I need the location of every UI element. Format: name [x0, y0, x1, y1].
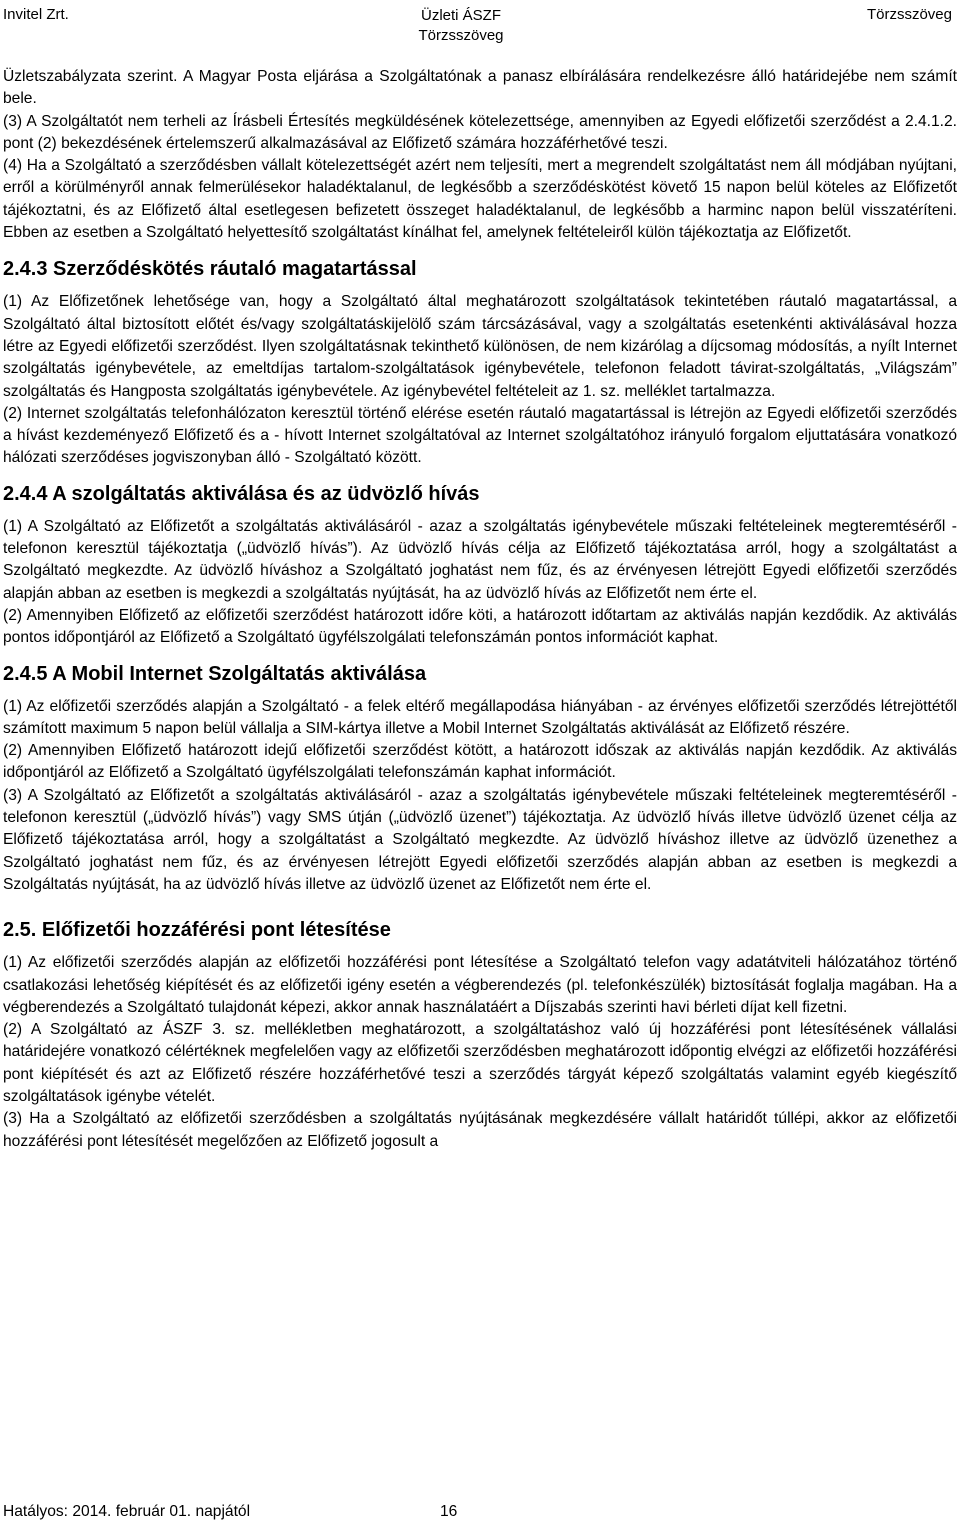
section-heading-2-4-4: 2.4.4 A szolgáltatás aktiválása és az üdvözlő hívás	[3, 482, 480, 505]
paragraph: (3) A Szolgáltatót nem terheli az Írásbeli Értesítés megküldésének kötelezettsége, amennyiben az Egyedi előfizetői szerződést a 2.4.1.2. pont (2) bekezdésének értelemszerű alkalmazásával az Előfizető számára hozzáférhetővé teszi.	[3, 112, 957, 152]
paragraph: (2) A Szolgáltató az ÁSZF 3. sz. mellékletben meghatározott, a szolgáltatáshoz való új hozzáférési pont létesítésének vállalási határidejére vonatkozó célértéknek megfelelően vagy az előfizetői szerződésben meghatározott időpontig elvégzi az előfizetői hozzáférési pont kiépítését és azt az Előfizető részére hozzáférhetővé teszi a szerződés tárgyát képező szolgáltatás valamint egyéb kiegészítő szolgáltatások igénybe vételét.	[3, 1021, 957, 1105]
paragraph: (2) Amennyiben Előfizető határozott idejű előfizetői szerződést kötött, a határozott időszak az aktiválás napján kezdődik. Az aktiválás időpontjáról az Előfizető a Szolgáltató ügyfélszolgálati telefonszámán kaphat információt.	[3, 742, 957, 782]
paragraph: (1) Az Előfizetőnek lehetősége van, hogy a Szolgáltató által meghatározott szolgáltatások tekintetében ráutaló magatartással, a Szolgáltató által biztosított előtét és/vagy szolgáltatáskijelölő szám tárcsázásával, vagy a szolgáltatás esetenkénti aktiválásával hozza létre az Egyedi előfizetői szerződést. Ilyen szolgáltatásnak tekinthető különösen, de nem kizárólag a díjcsomag módosítás, a nyílt Internet szolgáltatás igénybevétele, az emeltdíjas tartalom-szolgáltatások igénybevétele, telefonon feladott távirat-szolgáltatás, „Világszám” szolgáltatás és Hangposta szolgáltatás igénybevétele. Az igénybevétel feltételeit az 1. sz. melléklet tartalmazza.	[3, 293, 957, 400]
page-number: 16	[440, 1503, 458, 1520]
page-footer	[3, 1503, 458, 1521]
header-company: Invitel Zrt.	[3, 6, 69, 23]
header-document-title	[416, 6, 506, 46]
paragraph: (3) Ha a Szolgáltató az előfizetői szerződésben a szolgáltatás nyújtásának megkezdésére vállalt határidőt túllépi, akkor az előfizetői hozzáférési pont létesítését megelőzően az Előfizető jogosult a	[3, 1110, 957, 1150]
section-heading-2-4-3: 2.4.3 Szerződéskötés ráutaló magatartással	[3, 258, 417, 281]
paragraph: (3) A Szolgáltató az Előfizetőt a szolgáltatás aktiválásáról - azaz a szolgáltatás igénybevétele műszaki feltételeinek megteremtéséről - telefonon keresztül („üdvözlő hívás”) vagy SMS útján („üdvözlő üzenet”) tájékoztatja. Az üdvözlő hívás illetve üdvözlő üzenet célja az Előfizető tájékoztatása arról, hogy a szolgáltatást a Szolgáltató megkezdte. Az üdvözlő híváshoz illetve az üdvözlő üzenethez a Szolgáltató joghatást nem fűz, és az érvényesen létrejött Egyedi előfizetői szerződés alapján abban az esetben is megkezdi a Szolgáltatás nyújtását, ha az üdvözlő hívás illetve az üdvözlő üzenet az Előfizetőt nem érte el.	[3, 786, 957, 893]
footer-effective-date: Hatályos: 2014. február 01. napjától	[3, 1503, 251, 1520]
document-body	[3, 66, 957, 1153]
paragraph: (2) Internet szolgáltatás telefonhálózaton keresztül történő elérése esetén ráutaló magatartással is létrejön az Egyedi előfizetői szerződés a hívást kezdeményező Előfizető és a - hívott Internet szolgáltatóval az Internet szolgáltatóhoz irányuló forgalom eljuttatására vonatkozó hálózati szerződéses jogviszonyban álló - Szolgáltató között.	[3, 404, 957, 467]
paragraph: (2) Amennyiben Előfizető az előfizetői szerződést határozott időre köti, a határozott időtartam az aktiválás napján kezdődik. Az aktiválás pontos időpontjáról az Előfizető a Szolgáltató ügyfélszolgálati telefonszámán pontos információt kaphat.	[3, 606, 957, 647]
header-center-line1: Üzleti ÁSZF	[420, 7, 501, 24]
paragraph: Üzletszabályzata szerint. A Magyar Posta eljárása a Szolgáltatónak a panasz elbírálására rendelkezésre álló határidejébe nem számít bele.	[3, 68, 957, 108]
paragraph: (1) Az előfizetői szerződés alapján az előfizetői hozzáférési pont létesítése a Szolgáltató telefon vagy adatátviteli hálózatához történő csatlakozási lehetőség kiépítését és az előfizetői igény esetén a végberendezés (pl. telefonkészülék) biztosítását foglalja magában. Ha a végberendezés a Szolgáltató tulajdonát képezi, akkor annak használatáért a Díjszabás szerinti havi bérleti díjat kell fizetni.	[3, 954, 957, 1016]
header-center-line2: Törzsszöveg	[418, 27, 504, 44]
paragraph: (1) Az előfizetői szerződés alapján a Szolgáltató - a felek eltérő megállapodása hiányában - az érvényes előfizetői szerződés létrejöttétől számított maximum 5 napon belül vállalja a SIM-kártya illetve a Mobil Internet Szolgáltatás aktiválását az Előfizető részére.	[3, 697, 957, 737]
paragraph: (1) A Szolgáltató az Előfizetőt a szolgáltatás aktiválásáról - azaz a szolgáltatás igénybevétele műszaki feltételeinek megteremtéséről - telefonon keresztül tájékoztatja („üdvözlő hívás”). Az üdvözlő hívás célja az Előfizető tájékoztatása arról, hogy a szolgáltatást a Szolgáltató megkezdte. Az üdvözlő híváshoz a Szolgáltató joghatást nem fűz, és az érvényesen létrejött Egyedi előfizetői szerződés alapján abban az esetben is megkezdi a szolgáltatás nyújtását, ha az üdvözlő hívás az Előfizetőt nem érte el.	[3, 517, 957, 602]
section-heading-2-5: 2.5. Előfizetői hozzáférési pont létesítése	[3, 919, 391, 942]
section-heading-2-4-5: 2.4.5 A Mobil Internet Szolgáltatás aktiválása	[3, 662, 427, 685]
page-header	[0, 0, 960, 52]
paragraph: (4) Ha a Szolgáltató a szerződésben vállalt kötelezettségét azért nem teljesíti, mert a megrendelt szolgáltatást nem áll módjában nyújtani, erről a körülményről annak felmerülésekor haladéktalanul, de legkésőbb a szerződéskötést követő 15 napon belül köteles az Előfizetőt tájékoztatni, és az Előfizető által esetlegesen befizetett összeget haladéktalanul, de legkésőbb a harminc napon belül visszatéríteni. Ebben az esetben a Szolgáltató helyettesítő szolgáltatást kínálhat fel, amelynek feltételeiről külön tájékoztatja az Előfizetőt.	[3, 157, 957, 242]
header-right-label: Törzsszöveg	[866, 6, 952, 23]
